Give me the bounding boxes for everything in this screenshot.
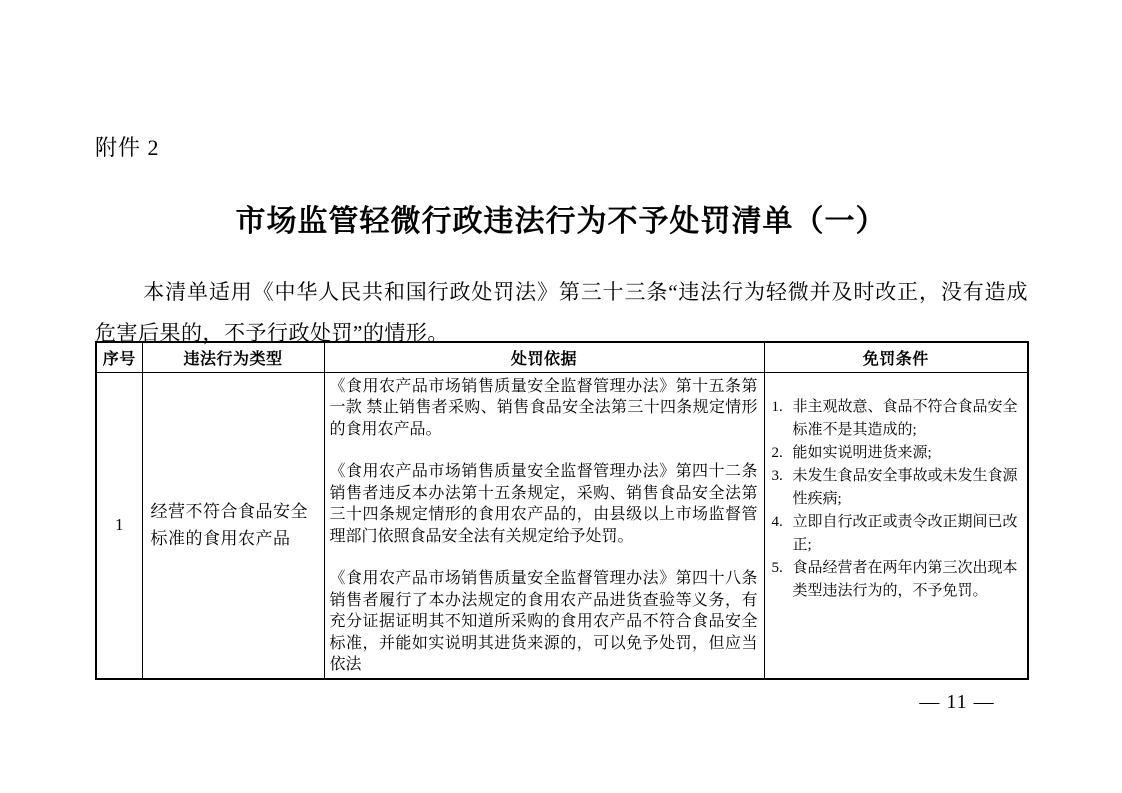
condition-number: 3. (771, 467, 783, 484)
penalty-basis-paragraph: 《食用农产品市场销售质量安全监督管理办法》第四十八条 销售者履行了本办法规定的食用农产品进货查验等义务，有充分证据证明其不知道所采购的食用农产品不符合食品安全标准，并能如实说明其进货来源的，可以免予处罚，但应当依法 (329, 570, 758, 673)
penalty-basis-paragraph: 《食用农产品市场销售质量安全监督管理办法》第十五条第一款 禁止销售者采购、销售食品安全法第三十四条规定情形的食用农产品。 (329, 377, 758, 438)
table-row (96, 372, 1028, 679)
penalty-basis-cell (324, 372, 764, 679)
violations-table (95, 341, 1029, 680)
condition-number: 2. (771, 444, 783, 461)
penalty-basis-paragraph: 《食用农产品市场销售质量安全监督管理办法》第四十二条 销售者违反本办法第十五条规定，采购、销售食品安全法第三十四条规定情形的食用农产品的，由县级以上市场监督管理部门依照食品安全法有关规定给予处罚。 (329, 463, 758, 545)
condition-text: 非主观故意、食品不符合食品安全标准不是其造成的; (792, 398, 1018, 438)
exemption-condition-item (772, 396, 1025, 442)
exemption-condition-item (772, 442, 1025, 465)
document-title: 市场监管轻微行政违法行为不予处罚清单（一） (235, 205, 887, 238)
condition-number: 5. (771, 559, 783, 576)
exemption-condition-item (772, 557, 1025, 603)
condition-number: 4. (771, 513, 783, 530)
page-number: — 11 — (919, 691, 995, 713)
exemption-condition-item (772, 465, 1025, 511)
condition-number: 1. (771, 398, 783, 415)
column-header-violation-type: 违法行为类型 (142, 342, 324, 372)
intro-paragraph: 本清单适用《中华人民共和国行政处罚法》第三十三条“违法行为轻微并及时改正，没有造成危害后果的，不予行政处罚”的情形。 (95, 280, 1028, 345)
attachment-label: 附件 2 (95, 135, 160, 160)
column-header-index: 序号 (96, 342, 142, 372)
violation-type-cell: 经营不符合食品安全标准的食用农产品 (142, 372, 324, 679)
column-header-penalty-basis: 处罚依据 (324, 342, 764, 372)
table-header-row (96, 342, 1028, 372)
condition-text: 能如实说明进货来源; (792, 444, 932, 461)
column-header-exemption-conditions: 免罚条件 (764, 342, 1028, 372)
exemption-condition-item (772, 511, 1025, 557)
condition-text: 食品经营者在两年内第三次出现本类型违法行为的，不予免罚。 (792, 559, 1018, 599)
row-index-cell: 1 (96, 372, 142, 679)
exemption-conditions-cell (764, 372, 1028, 679)
condition-text: 立即自行改正或责令改正期间已改正; (792, 513, 1018, 553)
condition-text: 未发生食品安全事故或未发生食源性疾病; (792, 467, 1018, 507)
